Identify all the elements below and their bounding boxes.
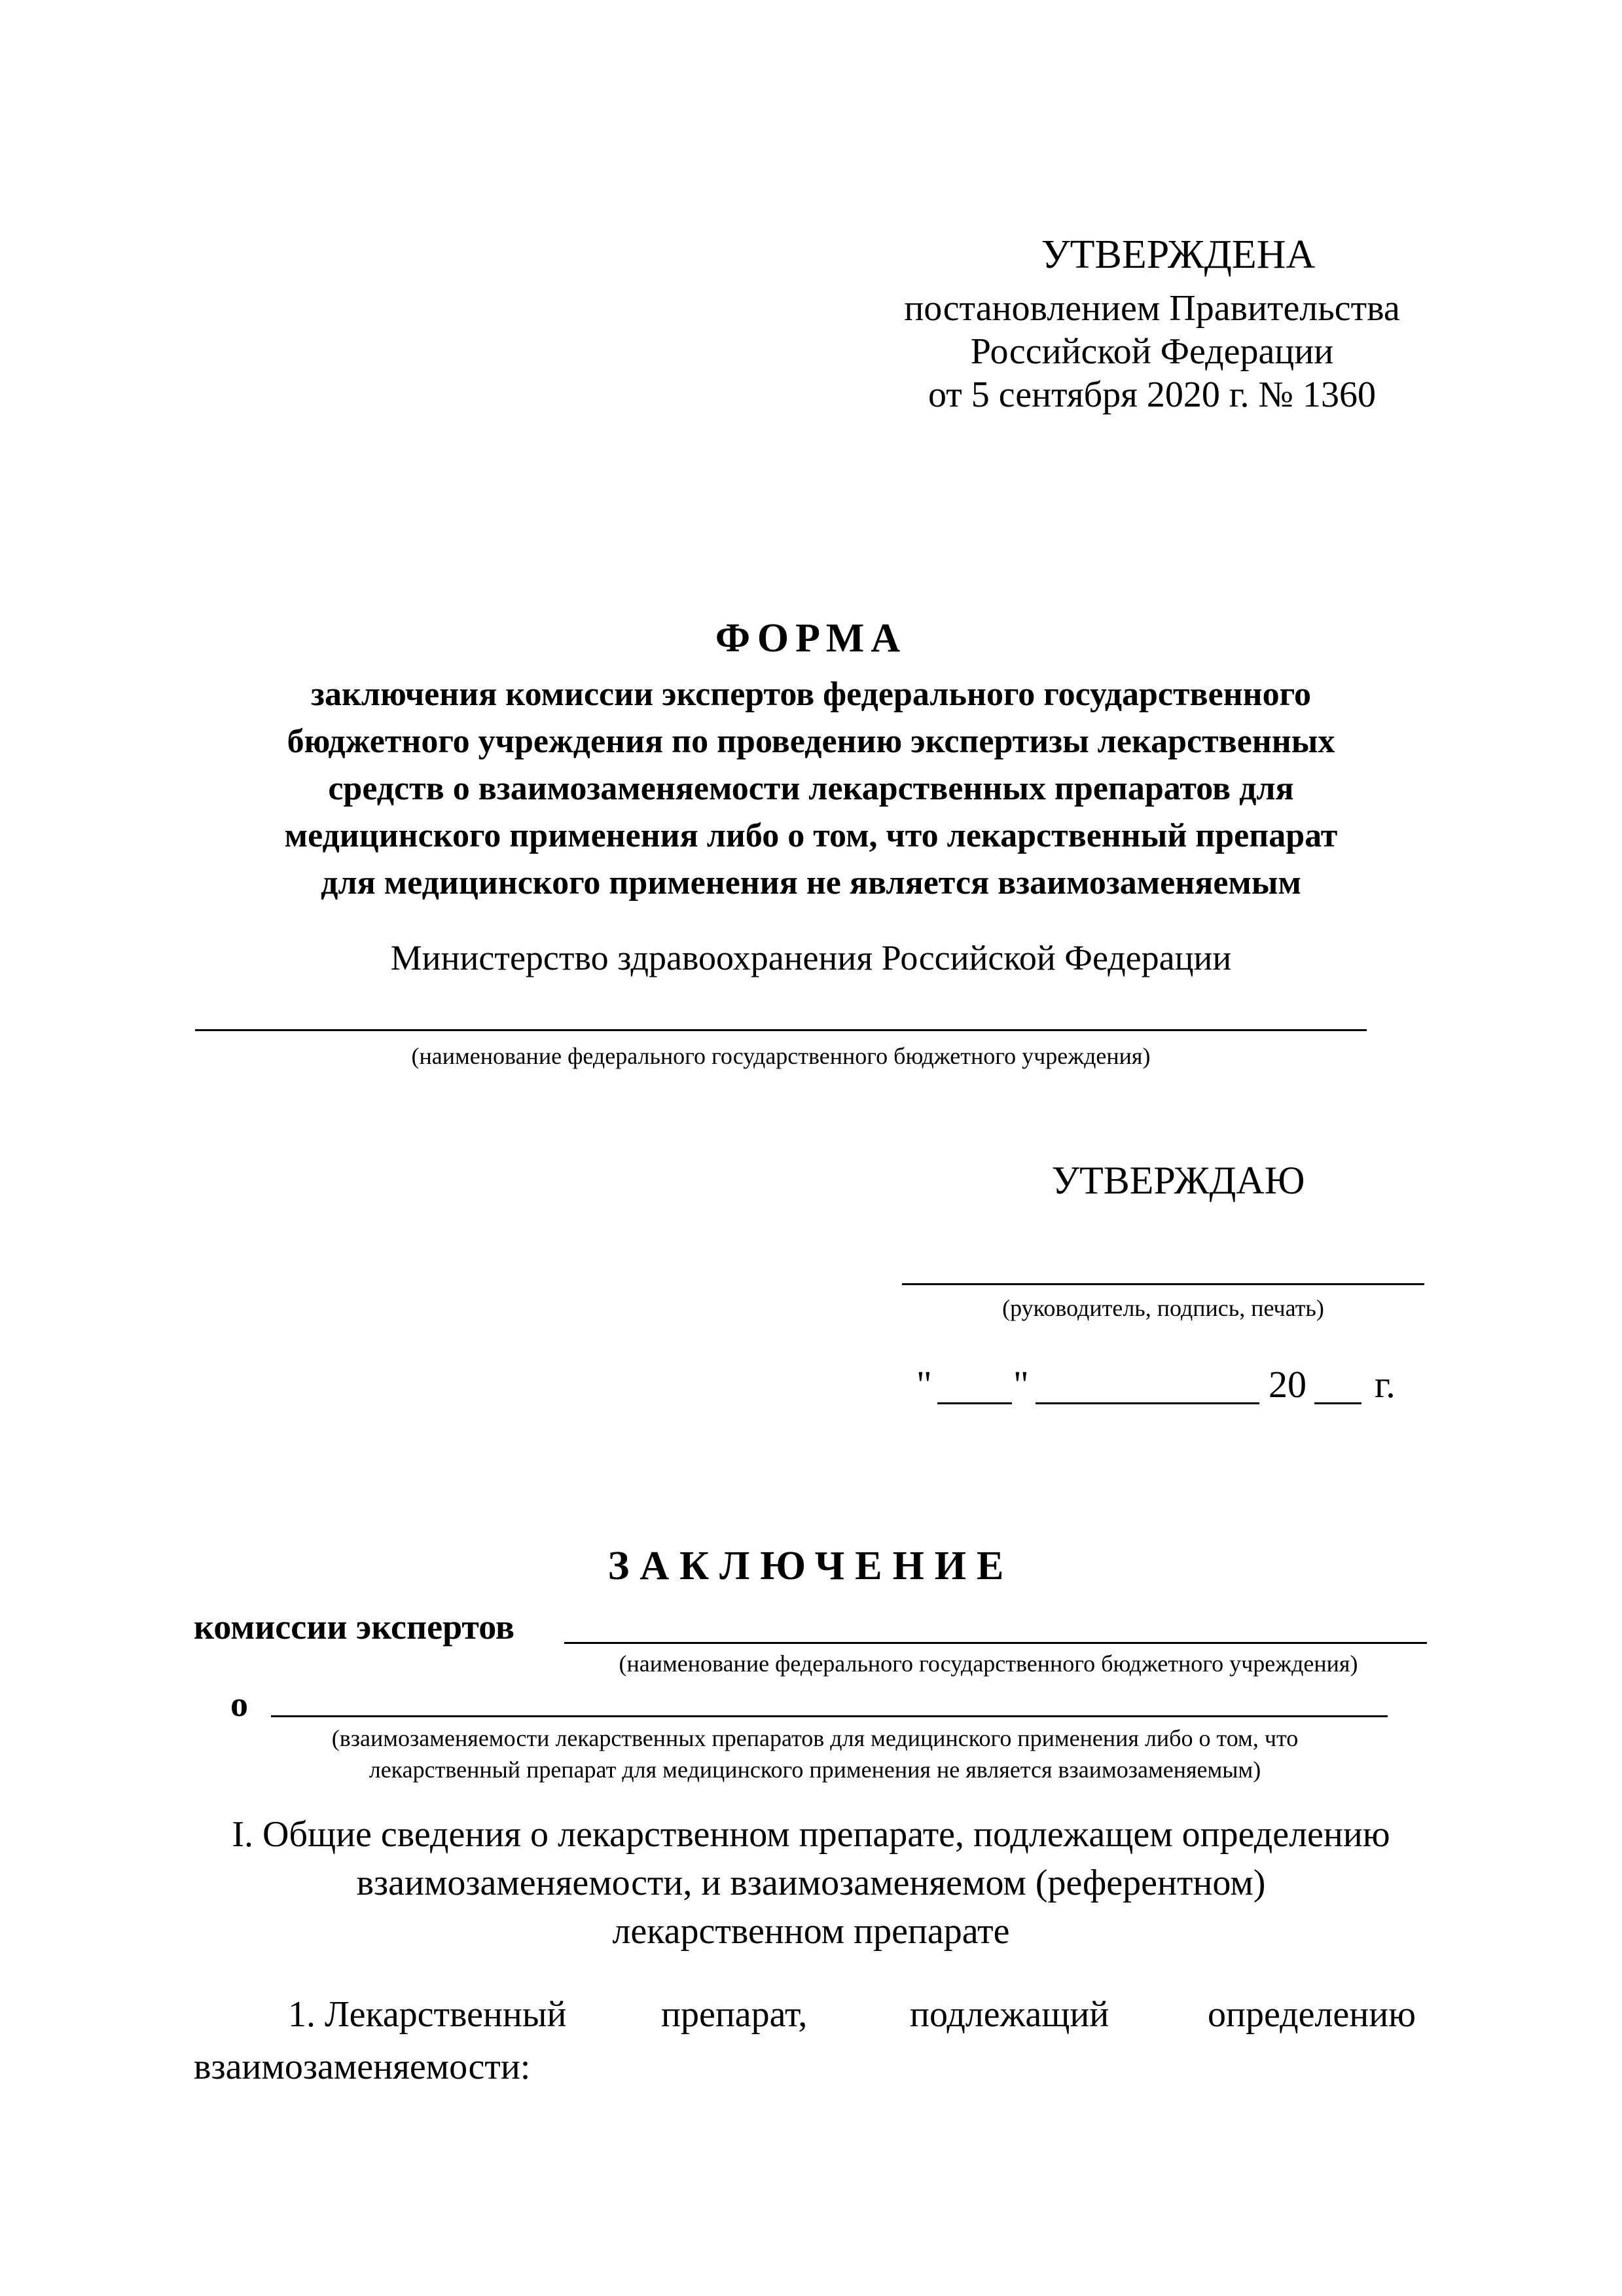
item1-word: определению: [1208, 1994, 1416, 2035]
date-year-suffix: г.: [1375, 1363, 1396, 1406]
commission-fill-line: [564, 1642, 1427, 1644]
signature-fill-line: [902, 1283, 1424, 1285]
form-title: ФОРМА: [715, 616, 907, 661]
about-caption-line2: лекарственный препарат для медицинского применения не является взаимозаменяемым): [369, 1757, 1261, 1783]
form-description: [131, 671, 1491, 907]
item1-line2: взаимозаменяемости:: [194, 2047, 531, 2087]
date-month-line: [1036, 1402, 1259, 1404]
date-quote-close: ": [1013, 1363, 1029, 1406]
date-day-line: [937, 1402, 1012, 1404]
form-description-line: бюджетного учреждения по проведению экспертизы лекарственных: [287, 723, 1335, 760]
approved-by-decree: постановлением Правительства: [904, 288, 1400, 329]
form-description-line: средств о взаимозаменяемости лекарственных препаратов для: [328, 770, 1294, 807]
item1-word: подлежащий: [910, 1994, 1109, 2035]
approved-date-number: от 5 сентября 2020 г. № 1360: [928, 374, 1376, 415]
commission-caption: (наименование федерального государственного бюджетного учреждения): [619, 1650, 1358, 1677]
about-caption-line1: (взаимозаменяемости лекарственных препаратов для медицинского применения либо о том, что: [331, 1725, 1299, 1751]
date-year-line: [1314, 1402, 1361, 1404]
conclusion-title: ЗАКЛЮЧЕНИЕ: [607, 1544, 1015, 1588]
about-label: о: [230, 1685, 248, 1724]
item1-word: препарат,: [661, 1994, 808, 2035]
about-fill-line: [271, 1715, 1388, 1717]
date-quote-open: ": [916, 1363, 932, 1406]
signature-caption: (руководитель, подпись, печать): [1002, 1295, 1324, 1321]
form-description-line: медицинского применения либо о том, что лекарственный препарат: [284, 817, 1338, 854]
approved-government: Российской Федерации: [970, 331, 1334, 372]
institution-caption: (наименование федерального государственного бюджетного учреждения): [411, 1043, 1151, 1069]
section-title-line: взаимозаменяемости, и взаимозаменяемом (референтном): [356, 1863, 1266, 1903]
commission-label: комиссии экспертов: [194, 1607, 515, 1647]
date-year-prefix: 20: [1269, 1363, 1307, 1406]
approved-heading: УТВЕРЖДЕНА: [1041, 232, 1316, 277]
approve-heading: УТВЕРЖДАЮ: [1051, 1159, 1305, 1202]
ministry-name: Министерство здравоохранения Российской Федерации: [390, 938, 1232, 977]
section-title-line: I. Общие сведения о лекарственном препарате, подлежащем определению: [232, 1814, 1390, 1855]
section-title: [131, 1810, 1491, 1956]
form-description-line: для медицинского применения не является взаимозаменяемым: [321, 864, 1301, 902]
section-title-line: лекарственном препарате: [612, 1911, 1010, 1952]
form-description-line: заключения комиссии экспертов федерального государственного: [311, 676, 1311, 713]
item1-word: 1. Лекарственный: [288, 1994, 567, 2035]
institution-fill-line: [195, 1029, 1367, 1031]
